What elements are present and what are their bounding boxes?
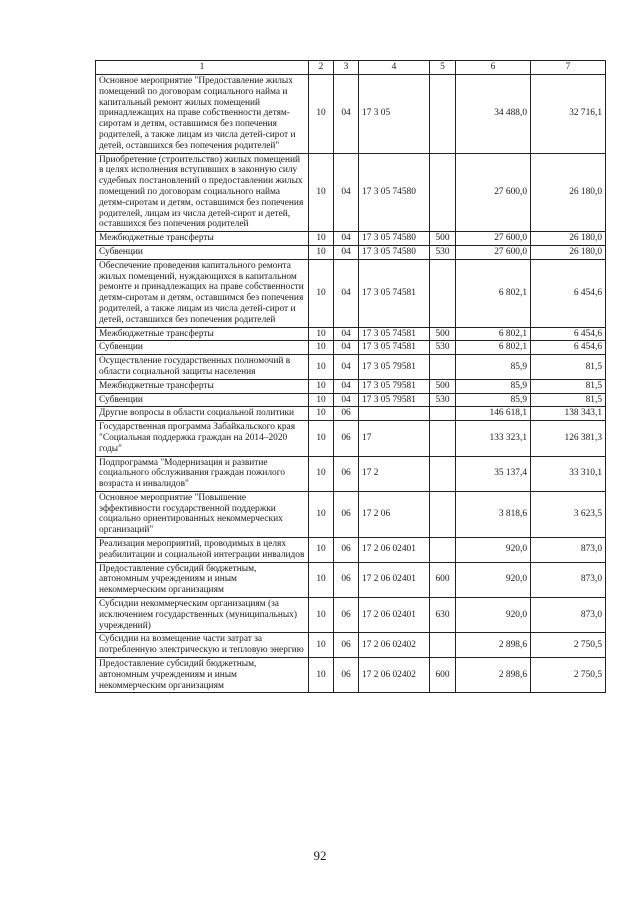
row-section-cell: 10 [309,658,334,693]
table-row [96,245,606,259]
row-amount-1-cell: 2 898,6 [456,658,531,693]
row-amount-2-cell: 6 454,6 [531,327,606,341]
row-name-cell: Основное мероприятие "Повышение эффективности государственной поддержки социально ориентированных некоммерческих организаций" [96,491,309,537]
row-expense-type-cell [430,259,456,327]
row-section-cell: 10 [309,341,334,355]
row-expense-type-cell: 600 [430,658,456,693]
header-col-5: 5 [430,61,456,75]
row-amount-1-cell: 6 802,1 [456,259,531,327]
page-number: 92 [313,848,327,863]
row-expense-type-cell [430,456,456,491]
row-subsection-cell: 06 [334,658,359,693]
row-subsection-cell: 04 [334,341,359,355]
row-name-cell: Осуществление государственных полномочий в области социальной защиты населения [96,355,309,380]
row-amount-2-cell: 126 381,3 [531,421,606,456]
row-target-article-cell: 17 2 06 [359,491,430,537]
row-expense-type-cell: 600 [430,562,456,597]
row-name-cell: Субвенции [96,245,309,259]
row-section-cell: 10 [309,355,334,380]
row-expense-type-cell [430,75,456,154]
row-subsection-cell: 06 [334,562,359,597]
row-expense-type-cell: 530 [430,245,456,259]
row-amount-2-cell: 81,5 [531,379,606,393]
row-amount-2-cell: 81,5 [531,393,606,407]
table-header-row [96,61,606,75]
row-name-cell: Субсидии некоммерческим организациям (за исключением государственных (муниципальных) учреждений) [96,598,309,633]
table-row [96,598,606,633]
row-expense-type-cell [430,407,456,421]
table-row [96,355,606,380]
row-amount-2-cell: 873,0 [531,538,606,563]
row-amount-2-cell: 81,5 [531,355,606,380]
header-col-7: 7 [531,61,606,75]
row-section-cell: 10 [309,327,334,341]
table-row [96,562,606,597]
row-section-cell: 10 [309,393,334,407]
row-amount-2-cell: 6 454,6 [531,341,606,355]
row-expense-type-cell [430,538,456,563]
row-name-cell: Подпрограмма "Модернизация и развитие социального обслуживания граждан пожилого возраста и инвалидов" [96,456,309,491]
table-row [96,259,606,327]
row-subsection-cell: 04 [334,232,359,246]
row-target-article-cell: 17 [359,421,430,456]
header-col-3: 3 [334,61,359,75]
row-amount-2-cell: 2 750,5 [531,658,606,693]
row-section-cell: 10 [309,538,334,563]
row-target-article-cell: 17 3 05 79581 [359,355,430,380]
row-subsection-cell: 04 [334,355,359,380]
row-section-cell: 10 [309,407,334,421]
header-col-6: 6 [456,61,531,75]
row-amount-1-cell: 146 618,1 [456,407,531,421]
table-row [96,658,606,693]
row-target-article-cell: 17 2 06 02401 [359,562,430,597]
row-amount-1-cell: 27 600,0 [456,153,531,232]
table-row [96,538,606,563]
row-amount-1-cell: 920,0 [456,598,531,633]
row-target-article-cell: 17 3 05 74581 [359,327,430,341]
row-target-article-cell: 17 3 05 74581 [359,259,430,327]
row-target-article-cell: 17 3 05 [359,75,430,154]
table-row [96,393,606,407]
row-amount-1-cell: 3 818,6 [456,491,531,537]
row-subsection-cell: 06 [334,456,359,491]
row-section-cell: 10 [309,491,334,537]
row-name-cell: Другие вопросы в области социальной политики [96,407,309,421]
table-row [96,379,606,393]
row-section-cell: 10 [309,562,334,597]
row-amount-2-cell: 3 623,5 [531,491,606,537]
row-subsection-cell: 04 [334,245,359,259]
row-name-cell: Межбюджетные трансферты [96,232,309,246]
budget-sheet [95,60,605,693]
row-subsection-cell: 04 [334,327,359,341]
row-subsection-cell: 06 [334,421,359,456]
row-name-cell: Межбюджетные трансферты [96,327,309,341]
row-target-article-cell [359,407,430,421]
row-expense-type-cell [430,491,456,537]
table-row [96,491,606,537]
row-section-cell: 10 [309,153,334,232]
row-amount-2-cell: 26 180,0 [531,245,606,259]
row-expense-type-cell: 500 [430,379,456,393]
row-expense-type-cell [430,421,456,456]
row-section-cell: 10 [309,245,334,259]
row-section-cell: 10 [309,598,334,633]
row-amount-2-cell: 6 454,6 [531,259,606,327]
row-subsection-cell: 06 [334,598,359,633]
header-col-4: 4 [359,61,430,75]
row-name-cell: Субсидии на возмещение части затрат за потребленную электрическую и тепловую энергию [96,633,309,658]
row-target-article-cell: 17 3 05 79581 [359,379,430,393]
row-amount-2-cell: 26 180,0 [531,153,606,232]
row-amount-1-cell: 6 802,1 [456,327,531,341]
row-amount-2-cell: 873,0 [531,562,606,597]
row-amount-2-cell: 873,0 [531,598,606,633]
table-row [96,75,606,154]
row-name-cell: Межбюджетные трансферты [96,379,309,393]
header-col-2: 2 [309,61,334,75]
row-amount-2-cell: 32 716,1 [531,75,606,154]
table-row [96,341,606,355]
row-subsection-cell: 04 [334,379,359,393]
row-name-cell: Приобретение (строительство) жилых помещений в целях исполнения вступивших в законную силу судебных постановлений о предоставлении жилых помещений по договорам социального найма детям-сиротам и детям, оставшимся без попечения родителей, лицам из числа детей-сирот и детей, оставшихся без попечения родителей [96,153,309,232]
row-amount-1-cell: 85,9 [456,355,531,380]
row-amount-2-cell: 33 310,1 [531,456,606,491]
row-name-cell: Государственная программа Забайкальского края "Социальная поддержка граждан на 2014–2020 годы" [96,421,309,456]
row-subsection-cell: 04 [334,153,359,232]
row-section-cell: 10 [309,456,334,491]
row-target-article-cell: 17 3 05 74581 [359,341,430,355]
row-amount-1-cell: 133 323,1 [456,421,531,456]
row-subsection-cell: 04 [334,259,359,327]
row-expense-type-cell [430,153,456,232]
row-expense-type-cell: 500 [430,232,456,246]
row-target-article-cell: 17 2 06 02402 [359,658,430,693]
row-target-article-cell: 17 2 06 02402 [359,633,430,658]
row-section-cell: 10 [309,421,334,456]
row-amount-2-cell: 2 750,5 [531,633,606,658]
row-amount-1-cell: 920,0 [456,538,531,563]
row-target-article-cell: 17 2 [359,456,430,491]
row-amount-1-cell: 85,9 [456,393,531,407]
row-section-cell: 10 [309,75,334,154]
row-name-cell: Основное мероприятие "Предоставление жилых помещений по договорам социального найма и капитальный ремонт жилых помещений принадлежащих на праве собственности детям-сиротам и детям, оставшимся без попечения родителей, а также лицам из числа детей-сирот и детей, оставшихся без попечения родителей" [96,75,309,154]
table-row [96,153,606,232]
row-expense-type-cell [430,633,456,658]
row-subsection-cell: 06 [334,538,359,563]
row-section-cell: 10 [309,259,334,327]
table-row [96,456,606,491]
row-target-article-cell: 17 3 05 74580 [359,232,430,246]
row-expense-type-cell: 530 [430,393,456,407]
table-row [96,407,606,421]
row-target-article-cell: 17 3 05 79581 [359,393,430,407]
row-subsection-cell: 04 [334,393,359,407]
row-name-cell: Предоставление субсидий бюджетным, автономным учреждениям и иным некоммерческим организациям [96,562,309,597]
row-expense-type-cell: 630 [430,598,456,633]
row-subsection-cell: 06 [334,491,359,537]
row-amount-1-cell: 27 600,0 [456,232,531,246]
table-row [96,633,606,658]
row-target-article-cell: 17 3 05 74580 [359,153,430,232]
table-row [96,327,606,341]
row-amount-2-cell: 26 180,0 [531,232,606,246]
table-body [96,75,606,693]
row-expense-type-cell [430,355,456,380]
row-name-cell: Субвенции [96,341,309,355]
row-amount-2-cell: 138 343,1 [531,407,606,421]
table-row [96,232,606,246]
row-amount-1-cell: 34 488,0 [456,75,531,154]
row-subsection-cell: 04 [334,75,359,154]
row-subsection-cell: 06 [334,407,359,421]
row-amount-1-cell: 27 600,0 [456,245,531,259]
row-section-cell: 10 [309,379,334,393]
row-target-article-cell: 17 2 06 02401 [359,538,430,563]
row-name-cell: Обеспечение проведения капитального ремонта жилых помещений, нуждающихся в капитальном ремонте и принадлежащих на праве собственности детям-сиротам и детям, оставшимся без попечения родителей, а также лицам из числа детей-сирот и детей, оставшихся без попечения родителей [96,259,309,327]
row-section-cell: 10 [309,232,334,246]
budget-table [95,60,606,693]
row-amount-1-cell: 920,0 [456,562,531,597]
row-target-article-cell: 17 2 06 02401 [359,598,430,633]
header-col-1: 1 [96,61,309,75]
row-name-cell: Реализация мероприятий, проводимых в целях реабилитации и социальной интеграции инвалидов [96,538,309,563]
row-amount-1-cell: 6 802,1 [456,341,531,355]
row-expense-type-cell: 500 [430,327,456,341]
row-name-cell: Субвенции [96,393,309,407]
table-row [96,421,606,456]
row-amount-1-cell: 2 898,6 [456,633,531,658]
row-expense-type-cell: 530 [430,341,456,355]
row-amount-1-cell: 85,9 [456,379,531,393]
row-target-article-cell: 17 3 05 74580 [359,245,430,259]
row-subsection-cell: 06 [334,633,359,658]
row-name-cell: Предоставление субсидий бюджетным, автономным учреждениям и иным некоммерческим организациям [96,658,309,693]
row-section-cell: 10 [309,633,334,658]
row-amount-1-cell: 35 137,4 [456,456,531,491]
